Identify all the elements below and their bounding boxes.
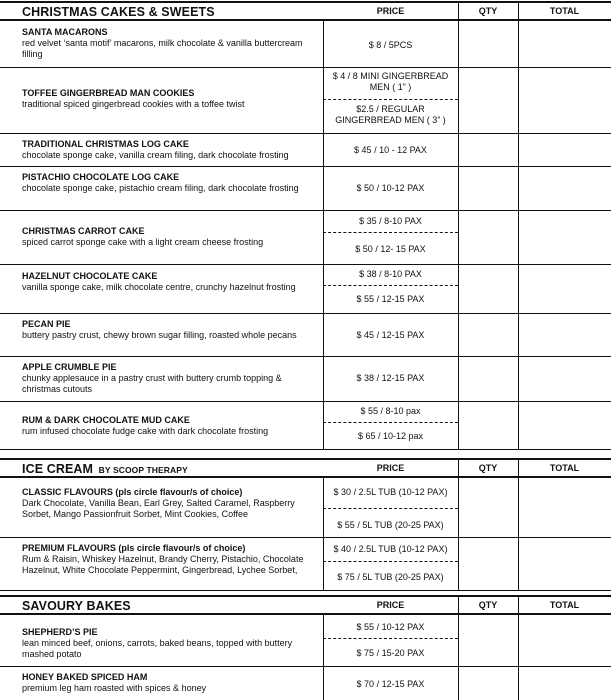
column-divider: [458, 1, 459, 450]
column-divider: [323, 478, 324, 591]
menu-item-row: [0, 134, 611, 167]
item-description: premium leg ham roasted with spices & honey: [22, 683, 207, 693]
item-description: Rum & Raisin, Whiskey Hazelnut, Brandy Cherry, Pistachio, Chocolate Hazelnut, White Chocolate Peppermint, Gingerbread, Lychee Sorbet,: [22, 554, 304, 575]
item-name: TOFFEE GINGERBREAD MAN COOKIES: [22, 88, 195, 98]
item-description: chocolate sponge cake, vanilla cream filing, dark chocolate frosting: [22, 150, 289, 160]
item-description: red velvet ‘santa motif’ macarons, milk chocolate & vanilla buttercream filling: [22, 38, 303, 59]
price-column-header: PRICE: [376, 6, 405, 16]
menu-item-text: [22, 139, 318, 161]
menu-item-text: [22, 627, 318, 660]
qty-column-header: QTY: [478, 463, 498, 473]
menu-item-text: [22, 172, 318, 194]
menu-item-row: [0, 478, 611, 538]
item-price: $ 75 / 5L TUB (20-25 PAX): [337, 572, 444, 582]
price-divider: [323, 422, 458, 423]
item-price: $ 50 / 12- 15 PAX: [355, 244, 426, 254]
item-name: CLASSIC FLAVOURS (pls circle flavour/s of choice): [22, 487, 243, 497]
item-description: spiced carrot sponge cake with a light cream cheese frosting: [22, 237, 264, 247]
item-name: CHRISTMAS CARROT CAKE: [22, 226, 145, 236]
column-divider: [518, 595, 519, 700]
item-description: traditional spiced gingerbread cookies with a toffee twist: [22, 99, 245, 109]
item-price: $ 70 / 12-15 PAX: [356, 679, 425, 689]
menu-item-row: [0, 265, 611, 314]
price-column-header: PRICE: [376, 600, 405, 610]
menu-item-text: [22, 271, 318, 293]
column-divider: [323, 21, 324, 450]
menu-item-text: [22, 487, 318, 520]
menu-item-row: [0, 68, 611, 134]
menu-item-text: [22, 672, 318, 694]
menu-item-row: [0, 357, 611, 402]
item-price: $ 40 / 2.5L TUB (10-12 PAX): [333, 544, 448, 554]
column-divider: [518, 458, 519, 591]
item-price: $ 4 / 8 MINI GINGERBREAD MEN ( 1” ): [332, 71, 449, 92]
section-header-christmas-cakes: [0, 1, 611, 21]
total-column-header: TOTAL: [549, 600, 580, 610]
total-column-header: TOTAL: [549, 463, 580, 473]
price-divider: [323, 561, 458, 562]
price-divider: [323, 638, 458, 639]
item-price: $ 75 / 15-20 PAX: [356, 648, 425, 658]
item-price: $ 65 / 10-12 pax: [357, 431, 424, 441]
price-divider: [323, 232, 458, 233]
section-title: ICE CREAM BY SCOOP THERAPY: [22, 462, 188, 476]
item-price: $2.5 / REGULAR GINGERBREAD MEN ( 3” ): [335, 104, 446, 125]
qty-column-header: QTY: [478, 6, 498, 16]
column-divider: [323, 615, 324, 700]
menu-item-row: [0, 615, 611, 667]
section-title: CHRISTMAS CAKES & SWEETS: [22, 5, 215, 19]
item-name: PISTACHIO CHOCOLATE LOG CAKE: [22, 172, 180, 182]
menu-item-row: [0, 21, 611, 68]
column-divider: [518, 1, 519, 450]
total-column-header: TOTAL: [549, 6, 580, 16]
qty-column-header: QTY: [478, 600, 498, 610]
price-divider: [323, 285, 458, 286]
item-description: vanilla sponge cake, milk chocolate centre, crunchy hazelnut frosting: [22, 282, 296, 292]
item-price: $ 35 / 8-10 PAX: [359, 216, 422, 226]
item-name: SHEPHERD’S PIE: [22, 627, 98, 637]
section-header-savoury-bakes: [0, 595, 611, 615]
item-description: Dark Chocolate, Vanilla Bean, Earl Grey, Salted Caramel, Raspberry Sorbet, Mango Passionfruit Sorbet, Mint Cookies, Coffee: [22, 498, 295, 519]
menu-item-row: [0, 402, 611, 450]
item-price: $ 55 / 5L TUB (20-25 PAX): [337, 520, 444, 530]
menu-item-row: [0, 314, 611, 357]
item-description: rum infused chocolate fudge cake with dark chocolate frosting: [22, 426, 269, 436]
item-description: buttery pastry crust, chewy brown sugar filling, roasted whole pecans: [22, 330, 297, 340]
menu-item-row: [0, 667, 611, 700]
item-name: RUM & DARK CHOCOLATE MUD CAKE: [22, 415, 190, 425]
item-name: HONEY BAKED SPICED HAM: [22, 672, 148, 682]
menu-item-text: [22, 27, 318, 60]
item-name: SANTA MACARONS: [22, 27, 108, 37]
item-name: HAZELNUT CHOCOLATE CAKE: [22, 271, 158, 281]
item-price: $ 55 / 10-12 PAX: [356, 622, 425, 632]
item-price: $ 50 / 10-12 PAX: [356, 183, 425, 193]
item-description: chocolate sponge cake, pistachio cream filing, dark chocolate frosting: [22, 183, 299, 193]
item-price: $ 45 / 10 - 12 PAX: [354, 145, 427, 155]
item-price: $ 38 / 12-15 PAX: [356, 373, 425, 383]
menu-item-text: [22, 543, 318, 576]
item-description: chunky applesauce in a pastry crust with buttery crumb topping & christmas cutouts: [22, 373, 282, 394]
menu-item-text: [22, 88, 318, 110]
menu-item-text: [22, 319, 318, 341]
section-title: SAVOURY BAKES: [22, 599, 131, 613]
menu-item-row: [0, 538, 611, 591]
item-price: $ 8 / 5PCS: [368, 40, 413, 50]
column-divider: [458, 458, 459, 591]
menu-item-text: [22, 362, 318, 395]
item-description: lean minced beef, onions, carrots, baked beans, topped with buttery mashed potato: [22, 638, 293, 659]
menu-item-text: [22, 226, 318, 248]
menu-item-row: [0, 167, 611, 211]
price-column-header: PRICE: [376, 463, 405, 473]
menu-item-text: [22, 415, 318, 437]
price-divider: [323, 508, 458, 509]
item-name: TRADITIONAL CHRISTMAS LOG CAKE: [22, 139, 189, 149]
item-name: APPLE CRUMBLE PIE: [22, 362, 117, 372]
item-price: $ 45 / 12-15 PAX: [356, 330, 425, 340]
item-name: PECAN PIE: [22, 319, 71, 329]
menu-item-row: [0, 211, 611, 265]
section-header-ice-cream: [0, 458, 611, 478]
item-price: $ 55 / 12-15 PAX: [356, 294, 425, 304]
price-divider: [323, 99, 458, 100]
item-name: PREMIUM FLAVOURS (pls circle flavour/s of choice): [22, 543, 246, 553]
column-divider: [458, 595, 459, 700]
item-price: $ 55 / 8-10 pax: [360, 406, 421, 416]
item-price: $ 38 / 8-10 PAX: [359, 269, 422, 279]
item-price: $ 30 / 2.5L TUB (10-12 PAX): [333, 487, 448, 497]
